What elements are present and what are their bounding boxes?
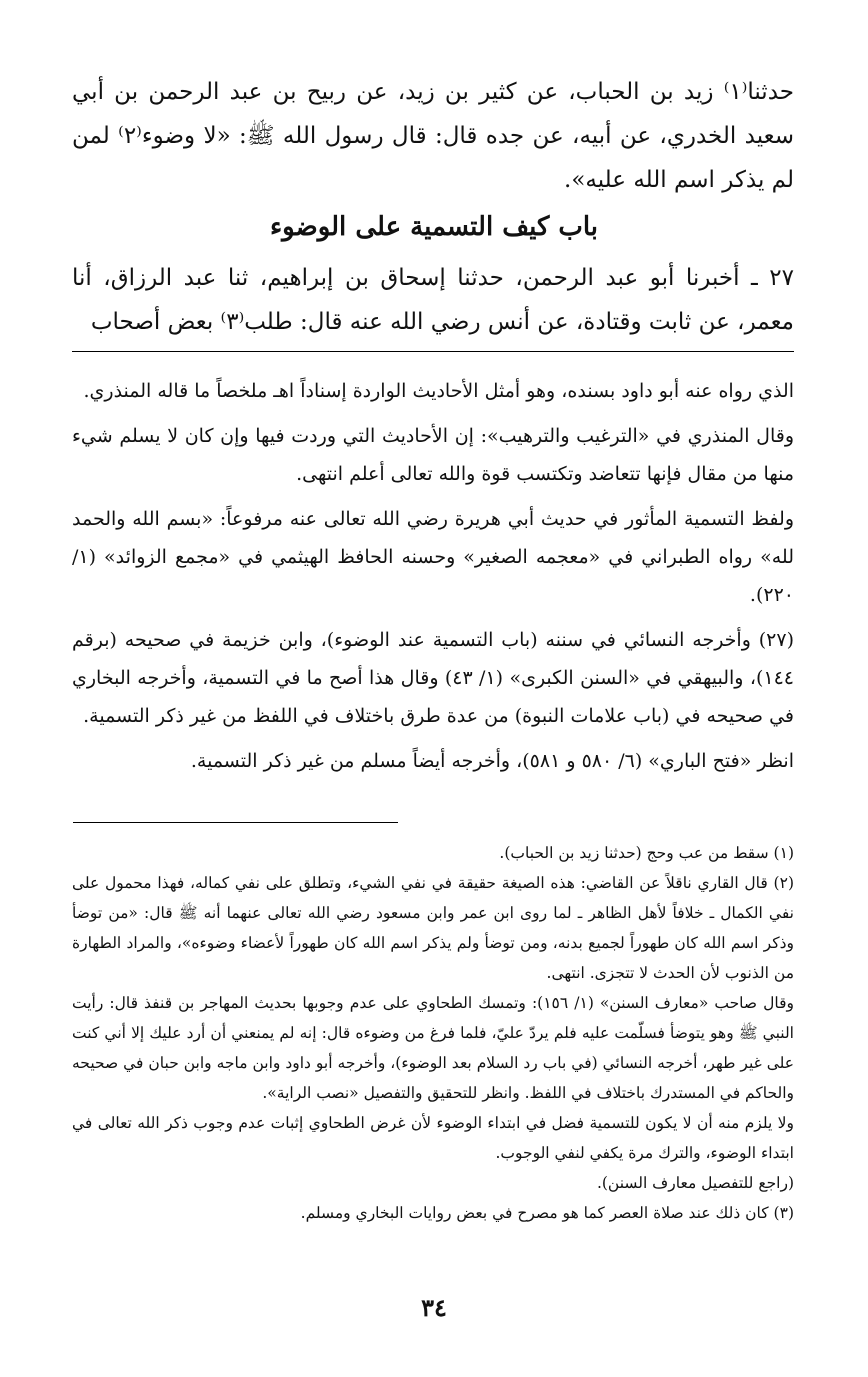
commentary-paragraph: (٢٧) وأخرجه النسائي في سننه (باب التسمية عند الوضوء)، وابن خزيمة في صحيحه (برقم ١٤٤)، والبيهقي في «السنن الكبرى» (١/ ٤٣) وقال هذا أصح ما في التسمية، وأخرجه البخاري في صحيحه في (باب علامات النبوة) من عدة طرق باختلاف في اللفظ من غير ذكر التسمية. (72, 629, 794, 727)
commentary-paragraph: الذي رواه عنه أبو داود بسنده، وهو أمثل الأحاديث الواردة إسناداً اهـ ملخصاً ما قاله المنذري. (83, 380, 794, 402)
commentary-notes (72, 372, 794, 787)
footnote: (٣) كان ذلك عند صلاة العصر كما هو مصرح في بعض روايات البخاري ومسلم. (300, 1204, 794, 1222)
footnote: ولا يلزم منه أن لا يكون للتسمية فضل في ابتداء الوضوء لأن غرض الطحاوي إثبات عدم وجوب ذكر الله تعالى في ابتداء الوضوء، والترك مرة يكفي لنفي الوجوب. (72, 1114, 794, 1162)
footnote: وقال صاحب «معارف السنن» (١/ ١٥٦): وتمسك الطحاوي على عدم وجوبها بحديث المهاجر بن قنفذ قال: رأيت النبي ﷺ وهو يتوضأ فسلّمت عليه فلم يردّ عليّ، فلما فرغ من وضوءه قال: إنه لم يمنعني أن أرد عليك إلا أني كنت على غير طهر، أخرجه النسائي (في باب رد السلام بعد الوضوء)، وأخرجه أبو داود وابن ماجه وابن حبان في صحيحه والحاكم في المستدرك باختلاف في اللفظ. وانظر للتحقيق والتفصيل «نصب الراية». (72, 994, 794, 1102)
hadith-paragraph: حدثنا⁽١⁾ زيد بن الحباب، عن كثير بن زيد، عن ربيح بن عبد الرحمن بن أبي سعيد الخدري، عن أبيه، عن جده قال: قال رسول الله ﷺ: «لا وضوء⁽٢⁾ لمن لم يذكر اسم الله عليه». (72, 79, 794, 193)
footnotes (72, 838, 794, 1228)
footnote: (راجع للتفصيل معارف السنن). (596, 1174, 794, 1192)
footnote-divider (73, 822, 398, 823)
commentary-paragraph: وقال المنذري في «الترغيب والترهيب»: إن الأحاديث التي وردت فيها وإن كان لا يسلم شيء منها من مقال فإنها تتعاضد وتكتسب قوة والله تعالى أعلم انتهى. (72, 425, 794, 485)
footnote: (١) سقط من عب وحج (حدثنا زيد بن الحباب). (499, 844, 794, 862)
hadith-paragraph: ٢٧ ـ أخبرنا أبو عبد الرحمن، حدثنا إسحاق بن إبراهيم، ثنا عبد الرزاق، أنا معمر، عن ثابت وقتادة، عن أنس رضي الله عنه قال: طلب⁽٣⁾ بعض أصحاب (72, 265, 794, 335)
commentary-paragraph: ولفظ التسمية المأثور في حديث أبي هريرة رضي الله تعالى عنه مرفوعاً: «بسم الله والحمد لله» رواه الطبراني في «معجمه الصغير» وحسنه الحافظ الهيثمي في «مجمع الزوائد» (١/ ٢٢٠). (72, 508, 794, 606)
main-divider (72, 351, 794, 352)
hadith-text (72, 70, 794, 202)
commentary-paragraph: انظر «فتح الباري» (٦/ ٥٨٠ و ٥٨١)، وأخرجه أيضاً مسلم من غير ذكر التسمية. (190, 750, 794, 772)
page-number: ٣٤ (421, 1293, 447, 1322)
footnote: (٢) قال القاري ناقلاً عن القاضي: هذه الصيغة حقيقة في نفي الشيء، وتطلق على نفي كماله، فهذا محمول على نفي الكمال ـ خلافاً لأهل الظاهر ـ لما روى ابن عمر وابن مسعود رضي الله تعالى عنهما أنه ﷺ قال: «من توضأ وذكر اسم الله كان طهوراً لجميع بدنه، ومن توضأ ولم يذكر اسم الله كان طهوراً لأعضاء وضوءه»، والمراد الطهارة من الذنوب لأن الحدث لا تتجزى. انتهى. (72, 874, 794, 982)
hadith-27-text (72, 256, 794, 344)
chapter-heading: باب كيف التسمية على الوضوء (269, 212, 599, 242)
